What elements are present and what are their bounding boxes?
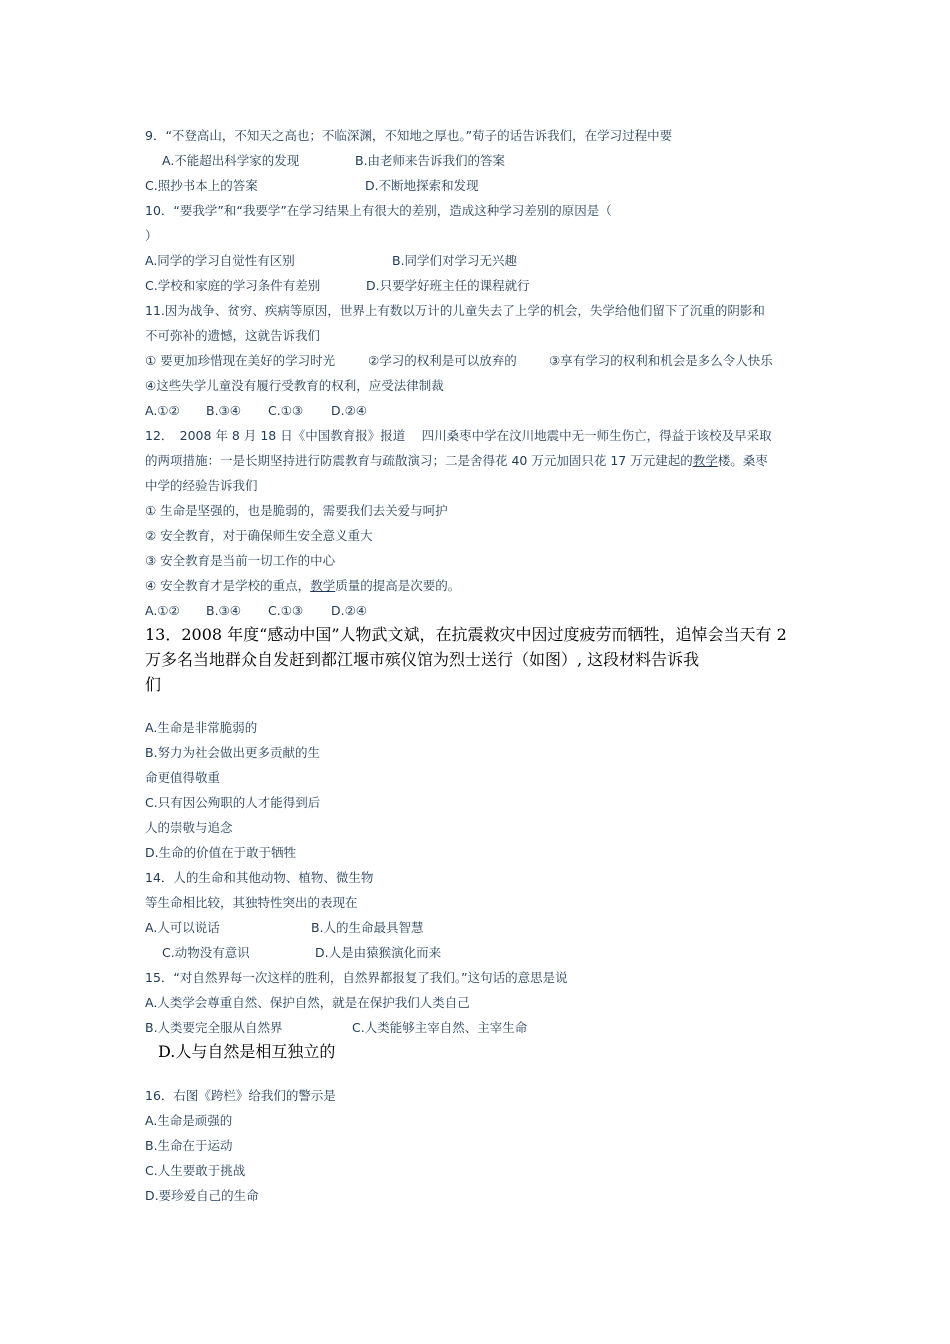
q13-option-d-line bbox=[145, 844, 296, 862]
q11-statement-3-text: ③享有学习的权利和机会是多么令人快乐 bbox=[549, 353, 773, 368]
q9-stem-text: 9．“不登高山，不知天之高也；不临深渊，不知地之厚也。”荀子的话告诉我们，在学习过程中要 bbox=[145, 128, 673, 143]
q12-statement-2 bbox=[145, 527, 373, 545]
q11-statement-1-text: ① 要更加珍惜现在美好的学习时光 bbox=[145, 353, 336, 368]
q10-option-b: B.同学们对学习无兴趣 bbox=[392, 253, 518, 268]
q9-option-c-line bbox=[145, 177, 258, 195]
q9-option-b: B.由老师来告诉我们的答案 bbox=[355, 153, 506, 168]
q13-stem-3 bbox=[145, 674, 161, 696]
q12-statement-4-link[interactable]: 教学 bbox=[310, 578, 336, 593]
q16-option-d-line bbox=[145, 1187, 259, 1205]
q12-option-b-line bbox=[206, 602, 241, 620]
q13-option-a-line bbox=[145, 719, 257, 737]
q12-stem-1-text: 12． 2008 年 8 月 18 日《中国教育报》报道 四川桑枣中学在汶川地震中无一师生伤亡，得益于该校及早采取 bbox=[145, 428, 772, 443]
q10-option-a: A.同学的学习自觉性有区别 bbox=[145, 253, 295, 268]
q14-option-c: C.动物没有意识 bbox=[162, 945, 250, 960]
q11-statement-2-text: ②学习的权利是可以放弃的 bbox=[368, 353, 517, 368]
q9-option-d-line bbox=[365, 177, 479, 195]
q13-stem-1-text: 13．2008 年度“感动中国”人物武文斌，在抗震救灾中因过度疲劳而牺牲，追悼会当天有 2 bbox=[145, 625, 787, 644]
q12-option-b: B.③④ bbox=[206, 603, 241, 618]
q16-option-a: A.生命是顽强的 bbox=[145, 1113, 233, 1128]
q15-stem bbox=[145, 969, 568, 987]
q12-jiaoxue-link[interactable]: 教学 bbox=[692, 453, 718, 468]
q14-option-b: B.人的生命最具智慧 bbox=[311, 920, 424, 935]
q11-statement-4 bbox=[145, 377, 444, 395]
q15-option-d: D.人与自然是相互独立的 bbox=[158, 1042, 336, 1061]
q13-option-c-line-2 bbox=[145, 819, 233, 837]
q12-option-d: D.②④ bbox=[331, 603, 368, 618]
q9-stem bbox=[145, 127, 672, 145]
q10-option-b-line bbox=[392, 252, 517, 270]
q11-stem-2-text: 不可弥补的遗憾，这就告诉我们 bbox=[145, 328, 321, 343]
q14-stem-2 bbox=[145, 894, 358, 912]
q16-stem bbox=[145, 1087, 336, 1105]
q12-stem-2-end: 楼。桑枣 bbox=[717, 453, 768, 468]
q12-statement-4 bbox=[145, 577, 460, 595]
q10-stem-end bbox=[145, 227, 158, 245]
q12-option-c: C.①③ bbox=[268, 603, 304, 618]
q10-stem-text: 10．“要我学”和“我要学”在学习结果上有很大的差别，造成这种学习差别的原因是（ bbox=[145, 203, 612, 218]
q12-stem-3 bbox=[145, 477, 258, 495]
q11-option-b: B.③④ bbox=[206, 403, 241, 418]
q11-option-a: A.①② bbox=[145, 403, 180, 418]
q13-stem-1 bbox=[145, 624, 787, 646]
q12-stem-2-text: 的两项措施：一是长期坚持进行防震教育与疏散演习；二是舍得花 40 万元加固只花 17 万元建起的 bbox=[145, 453, 693, 468]
q12-stem-3-text: 中学的经验告诉我们 bbox=[145, 478, 258, 493]
q9-options-ab bbox=[162, 152, 299, 170]
q13-option-b-cont: 命更值得敬重 bbox=[145, 770, 221, 785]
q12-statement-3-text: ③ 安全教育是当前一切工作的中心 bbox=[145, 553, 336, 568]
q13-stem-2 bbox=[145, 649, 699, 671]
q16-option-c-line bbox=[145, 1162, 245, 1180]
q14-stem-1 bbox=[145, 869, 373, 887]
q11-stem-2 bbox=[145, 327, 320, 345]
q10-stem bbox=[145, 202, 612, 220]
q12-option-a-line bbox=[145, 602, 180, 620]
q13-stem-2-text: 万多名当地群众自发赶到都江堰市殡仪馆为烈士送行（如图）, 这段材料告诉我 bbox=[145, 650, 700, 669]
q14-option-c-line bbox=[162, 944, 250, 962]
q10-option-a-line bbox=[145, 252, 295, 270]
q11-statement-1 bbox=[145, 352, 335, 370]
q15-option-a: A.人类学会尊重自然、保护自然，就是在保护我们人类自己 bbox=[145, 995, 470, 1010]
q9-option-c: C.照抄书本上的答案 bbox=[145, 178, 258, 193]
q10-option-c: C.学校和家庭的学习条件有差别 bbox=[145, 278, 321, 293]
q11-statement-2 bbox=[368, 352, 517, 370]
q13-option-b: B.努力为社会做出更多贡献的生 bbox=[145, 745, 321, 760]
q12-statement-4-pre: ④ 安全教育才是学校的重点， bbox=[145, 578, 311, 593]
q15-option-d-line bbox=[158, 1041, 335, 1063]
q9-option-a: A.不能超出科学家的发现 bbox=[162, 153, 300, 168]
q14-option-a: A.人可以说话 bbox=[145, 920, 220, 935]
q15-option-c: C.人类能够主宰自然、主宰生命 bbox=[352, 1020, 528, 1035]
q16-option-d: D.要珍爱自己的生命 bbox=[145, 1188, 259, 1203]
q12-statement-3 bbox=[145, 552, 335, 570]
q11-stem-1-text: 11.因为战争、贫穷、疾病等原因，世界上有数以万计的儿童失去了上学的机会，失学给他们留下了沉重的阴影和 bbox=[145, 303, 765, 318]
q11-option-c-line bbox=[268, 402, 303, 420]
q15-option-a-line bbox=[145, 994, 470, 1012]
q14-option-d-line bbox=[315, 944, 441, 962]
q14-stem-1-text: 14．人的生命和其他动物、植物、微生物 bbox=[145, 870, 374, 885]
q12-option-a: A.①② bbox=[145, 603, 180, 618]
q12-statement-1-text: ① 生命是坚强的，也是脆弱的，需要我们去关爱与呵护 bbox=[145, 503, 448, 518]
q12-option-d-line bbox=[331, 602, 367, 620]
q10-option-d: D.只要学好班主任的课程就行 bbox=[366, 278, 530, 293]
q16-option-b: B.生命在于运动 bbox=[145, 1138, 233, 1153]
q11-option-c: C.①③ bbox=[268, 403, 304, 418]
q16-stem-text: 16．右图《跨栏》给我们的警示是 bbox=[145, 1088, 336, 1103]
q10-stem-end-text: ） bbox=[145, 228, 158, 243]
q12-stem-1 bbox=[145, 427, 772, 445]
q16-option-b-line bbox=[145, 1137, 233, 1155]
q14-option-a-line bbox=[145, 919, 220, 937]
q13-stem-3-text: 们 bbox=[145, 675, 162, 694]
q14-option-b-line bbox=[311, 919, 424, 937]
q13-option-c: C.只有因公殉职的人才能得到后 bbox=[145, 795, 321, 810]
q14-stem-2-text: 等生命相比较，其独特性突出的表现在 bbox=[145, 895, 358, 910]
q11-statement-4-text: ④这些失学儿童没有履行受教育的权利，应受法律制裁 bbox=[145, 378, 444, 393]
q16-option-c: C.人生要敢于挑战 bbox=[145, 1163, 246, 1178]
q11-stem-1 bbox=[145, 302, 765, 320]
q15-option-b: B.人类要完全服从自然界 bbox=[145, 1020, 283, 1035]
q9-option-b-line bbox=[355, 152, 505, 170]
q13-option-c-cont: 人的崇敬与追念 bbox=[145, 820, 233, 835]
q14-option-d: D.人是由猿猴演化而来 bbox=[315, 945, 442, 960]
q13-option-b-line-2 bbox=[145, 769, 220, 787]
q11-option-d-line bbox=[331, 402, 367, 420]
q11-statement-3 bbox=[549, 352, 773, 370]
q11-option-a-line bbox=[145, 402, 180, 420]
q12-statement-1 bbox=[145, 502, 448, 520]
q13-option-d: D.生命的价值在于敢于牺牲 bbox=[145, 845, 297, 860]
q12-stem-2 bbox=[145, 452, 768, 470]
q12-statement-2-text: ② 安全教育，对于确保师生安全意义重大 bbox=[145, 528, 373, 543]
q9-option-d: D.不断地探索和发现 bbox=[365, 178, 479, 193]
q10-option-c-line bbox=[145, 277, 320, 295]
q13-option-a: A.生命是非常脆弱的 bbox=[145, 720, 258, 735]
q12-statement-4-end: 质量的提高是次要的。 bbox=[335, 578, 461, 593]
q11-option-b-line bbox=[206, 402, 241, 420]
q15-option-c-line bbox=[352, 1019, 527, 1037]
q15-option-b-line bbox=[145, 1019, 283, 1037]
q11-option-d: D.②④ bbox=[331, 403, 368, 418]
q13-option-c-line-1 bbox=[145, 794, 320, 812]
q16-option-a-line bbox=[145, 1112, 232, 1130]
q13-option-b-line-1 bbox=[145, 744, 320, 762]
q15-stem-text: 15．“对自然界每一次这样的胜利，自然界都报复了我们。”这句话的意思是说 bbox=[145, 970, 568, 985]
q10-option-d-line bbox=[366, 277, 530, 295]
q12-option-c-line bbox=[268, 602, 303, 620]
